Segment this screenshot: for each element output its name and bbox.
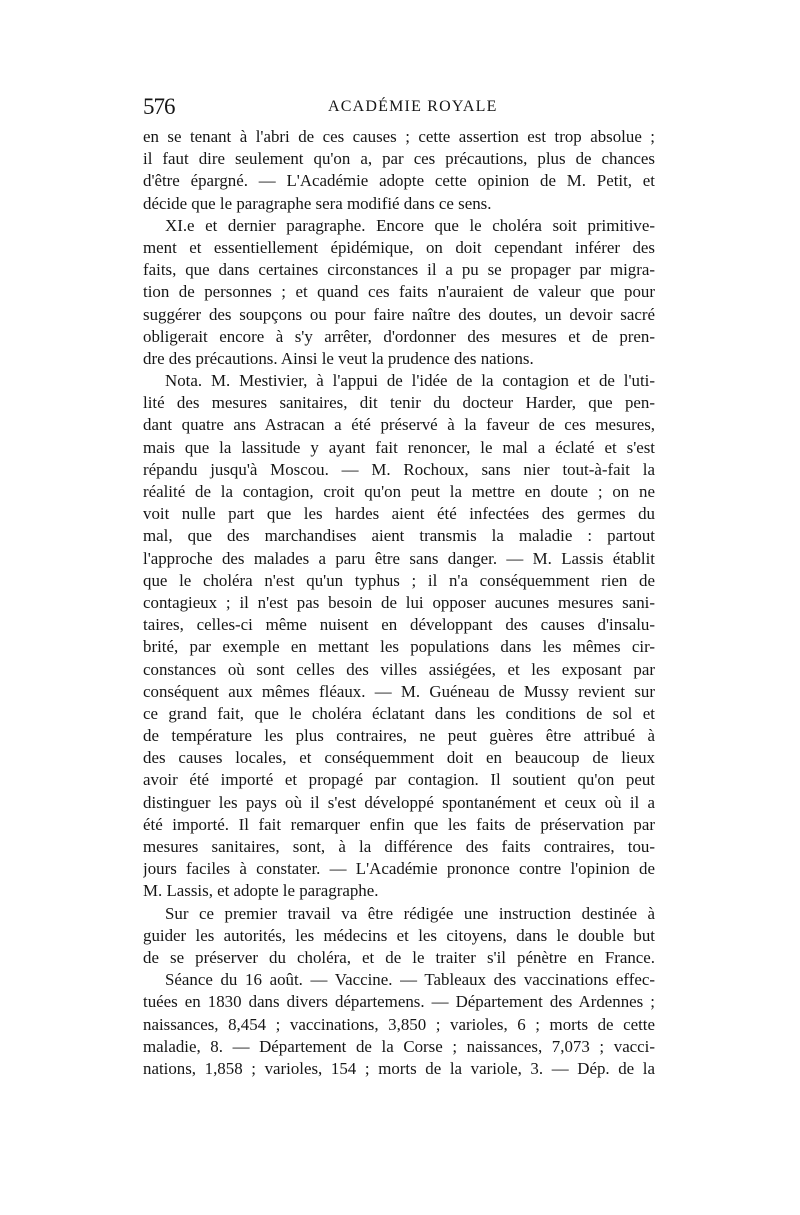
page-number: 576 <box>143 94 175 119</box>
text-line: XI.e et dernier paragraphe. Encore que le choléra soit primitive- <box>165 215 655 235</box>
text-line: M. Lassis, et adopte le paragraphe. <box>143 881 379 901</box>
text-line: lité des mesures sanitaires, dit tenir du docteur Harder, que pen- <box>143 393 655 413</box>
text-line: mal, que des marchandises aient transmis la maladie : partout <box>143 526 655 546</box>
page-header <box>143 94 655 122</box>
text-line: faits, que dans certaines circonstances il a pu se propager par migra- <box>143 260 655 280</box>
text-line: décide que le paragraphe sera modifié dans ce sens. <box>143 193 492 213</box>
text-line: brité, par exemple en mettant les populations dans les mêmes cir- <box>143 637 655 657</box>
text-line: l'approche des malades a paru être sans danger. — M. Lassis établit <box>143 548 655 568</box>
text-line: jours faciles à constater. — L'Académie prononce contre l'opinion de <box>143 859 655 879</box>
text-line: avoir été importé et propagé par contagion. Il soutient qu'on peut <box>143 770 655 790</box>
text-line: Nota. M. Mestivier, à l'appui de l'idée de la contagion et de l'uti- <box>165 371 655 391</box>
running-head: ACADÉMIE ROYALE <box>328 98 498 115</box>
text-line: dant quatre ans Astracan a été préservé à la faveur de ces mesures, <box>143 415 655 435</box>
text-line: taires, celles-ci même nuisent en développant des causes d'insalu- <box>143 615 655 635</box>
text-line: mais que la lassitude y ayant fait renoncer, le mal a éclaté et s'est <box>143 437 655 457</box>
text-line: maladie, 8. — Département de la Corse ; naissances, 7,073 ; vacci- <box>143 1036 655 1056</box>
text-line: constances où sont celles des villes assiégées, et les exposant par <box>143 659 655 679</box>
text-line: guider les autorités, les médecins et les citoyens, dans le double but <box>143 925 655 945</box>
text-line: d'être épargné. — L'Académie adopte cette opinion de M. Petit, et <box>143 171 655 191</box>
text-line: tuées en 1830 dans divers départemens. — Département des Ardennes ; <box>143 992 655 1012</box>
text-line: de se préserver du choléra, et de le traiter s'il pénètre en France. <box>143 947 655 967</box>
text-line: il faut dire seulement qu'on a, par ces précautions, plus de chances <box>143 149 655 169</box>
text-line: été importé. Il fait remarquer enfin que les faits de préservation par <box>143 814 655 834</box>
body-text <box>143 126 655 1080</box>
text-line: dre des précautions. Ainsi le veut la prudence des nations. <box>143 348 534 368</box>
text-line: répandu jusqu'à Moscou. — M. Rochoux, sans nier tout-à-fait la <box>143 459 655 479</box>
text-line: distinguer les pays où il s'est développé spontanément et ceux où il a <box>143 792 655 812</box>
text-line: que le choléra n'est qu'un typhus ; il n'a conséquemment rien de <box>143 570 655 590</box>
text-line: voit nulle part que les hardes aient été infectées des germes du <box>143 504 655 524</box>
text-line: naissances, 8,454 ; vaccinations, 3,850 ; varioles, 6 ; morts de cette <box>143 1014 655 1034</box>
text-line: conséquent aux mêmes fléaux. — M. Guéneau de Mussy revient sur <box>143 681 655 701</box>
text-line: obligerait encore à s'y arrêter, d'ordonner des mesures et de pren- <box>143 326 655 346</box>
text-line: nations, 1,858 ; varioles, 154 ; morts de la variole, 3. — Dép. de la <box>143 1058 655 1078</box>
text-line: tion de personnes ; et quand ces faits n'auraient de valeur que pour <box>143 282 655 302</box>
text-line: contagieux ; il n'est pas besoin de lui opposer aucunes mesures sani- <box>143 592 655 612</box>
text-line: mesures sanitaires, sont, à la différence des faits contraires, tou- <box>143 837 655 856</box>
text-line: des causes locales, et conséquemment doit en beaucoup de lieux <box>143 748 655 768</box>
text-line: ce grand fait, que le choléra éclatant dans les conditions de sol et <box>143 703 655 723</box>
text-line: ment et essentiellement épidémique, on doit cependant inférer des <box>143 237 655 257</box>
text-line: Sur ce premier travail va être rédigée une instruction destinée à <box>165 903 655 923</box>
text-line: en se tenant à l'abri de ces causes ; cette assertion est trop absolue ; <box>143 127 655 146</box>
text-line: Séance du 16 août. — Vaccine. — Tableaux des vaccinations effec- <box>165 970 655 990</box>
text-line: de température les plus contraires, ne peut guères être attribué à <box>143 726 655 746</box>
text-line: réalité de la contagion, croit qu'on peut la mettre en doute ; on ne <box>143 482 655 501</box>
text-line: suggérer des soupçons ou pour faire naître des doutes, un devoir sacré <box>143 304 655 324</box>
